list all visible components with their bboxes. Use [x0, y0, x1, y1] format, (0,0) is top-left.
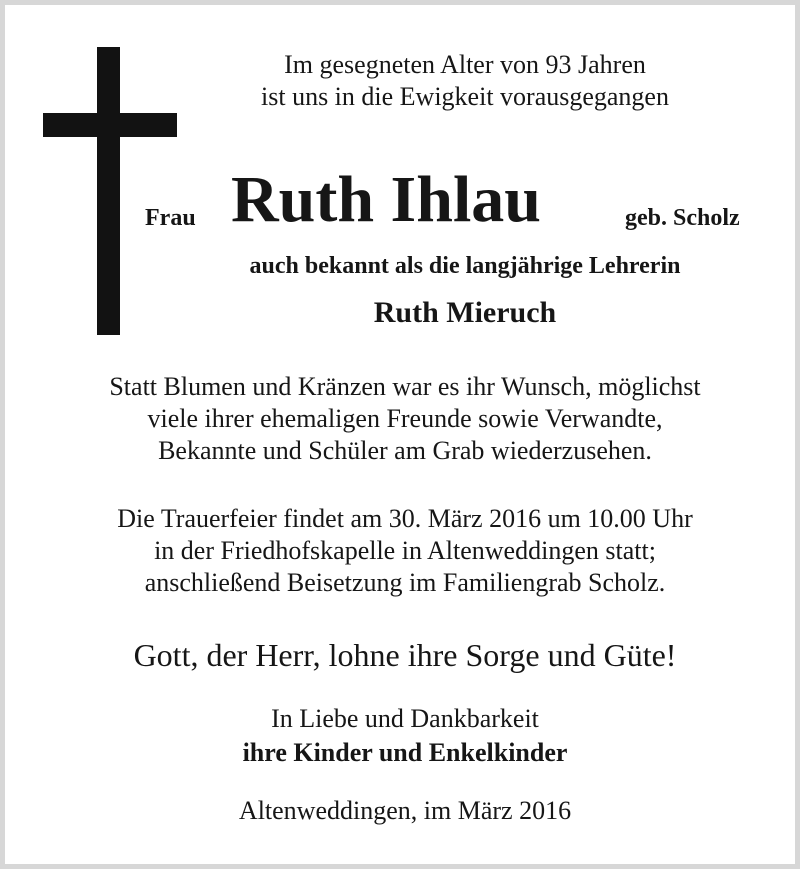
service-line-2: in der Friedhofskapelle in Altenweddingen statt; [154, 536, 656, 565]
wish-line-2: viele ihrer ehemaligen Freunde sowie Verwandte, [147, 404, 663, 433]
cross-vertical-bar [97, 47, 120, 335]
cross-horizontal-bar [43, 113, 177, 137]
intro-line-1: Im gesegneten Alter von 93 Jahren [284, 50, 646, 79]
known-as-name: Ruth Mieruch [373, 296, 557, 329]
maiden-name: geb. Scholz [625, 205, 740, 231]
wish-line-3: Bekannte und Schüler am Grab wiederzusehen. [158, 436, 652, 465]
service-line-1: Die Trauerfeier findet am 30. März 2016 um 10.00 Uhr [117, 504, 693, 533]
place-and-date: Altenweddingen, im März 2016 [238, 796, 572, 825]
wish-line-1: Statt Blumen und Kränzen war es ihr Wunsch, möglichst [109, 372, 701, 401]
name-row [145, 165, 785, 245]
closing-line-1: In Liebe und Dankbarkeit [271, 704, 539, 733]
closing-line-2: ihre Kinder und Enkelkinder [242, 738, 568, 767]
deceased-name: Ruth Ihlau [231, 163, 541, 236]
service-line-3: anschließend Beisetzung im Familiengrab Scholz. [144, 568, 666, 597]
intro-line-2: ist uns in die Ewigkeit vorausgegangen [261, 82, 669, 111]
known-as-line: auch bekannt als die langjährige Lehrerin [249, 253, 681, 279]
closing-motto: Gott, der Herr, lohne ihre Sorge und Güte! [133, 637, 677, 673]
honorific: Frau [145, 205, 196, 231]
